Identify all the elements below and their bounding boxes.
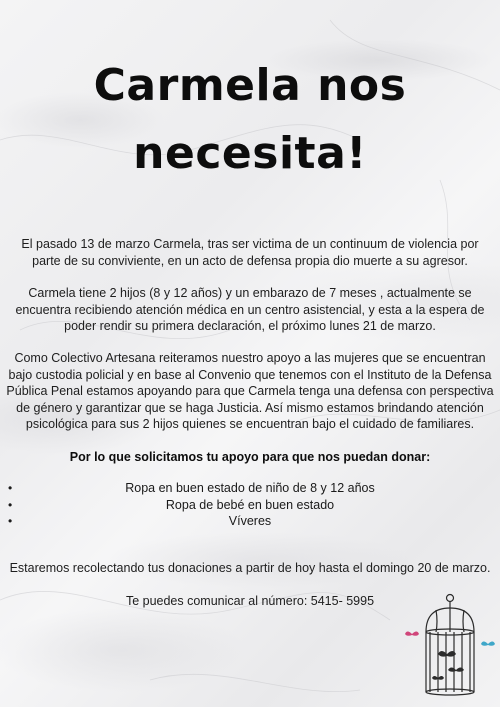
list-item: [0, 497, 500, 514]
list-item-label: Ropa en buen estado de niño de 8 y 12 años: [125, 481, 375, 495]
birdcage-with-butterflies-icon: [400, 592, 496, 704]
title-line-2: necesita!: [133, 128, 367, 179]
list-item-label: Ropa de bebé en buen estado: [165, 497, 335, 512]
bullet-icon: •: [8, 481, 13, 495]
donation-request-heading: Por lo que solicitamos tu apoyo para que nos puedan donar:: [69, 450, 431, 464]
paragraph-situation: Carmela tiene 2 hijos (8 y 12 años) y un embarazo de 7 meses , actualmente se encuentra recibiendo atención médica en un centro asistencial, y esta a la espera de poder rendir su primera declaración, el próximo lunes 21 de marzo.: [15, 286, 485, 333]
paragraph-incident: El pasado 13 de marzo Carmela, tras ser victima de un continuum de violencia por parte de su conviviente, en un acto de defensa propia dio muerte a su agresor.: [21, 237, 479, 268]
bullet-icon: •: [8, 514, 13, 528]
page-title: [0, 52, 500, 188]
list-item-label: Víveres: [228, 514, 272, 528]
butterfly-icon: [432, 651, 464, 680]
list-item: [0, 513, 500, 530]
bullet-icon: •: [8, 497, 13, 512]
contact-phone: Te puedes comunicar al número: 5415- 5995: [125, 594, 375, 608]
collection-dates: Estaremos recolectando tus donaciones a partir de hoy hasta el domingo 20 de marzo.: [9, 561, 491, 575]
donation-list: [0, 480, 500, 530]
title-line-1: Carmela nos: [93, 60, 407, 111]
paragraph-support: Como Colectivo Artesana reiteramos nuestro apoyo a las mujeres que se encuentran bajo custodia policial y en base al Convenio que tenemos con el Instituto de la Defensa Pública Penal estamos apoyando para que Carmela tenga una defensa con perspectiva de género y garantizar que se haga Justicia. Así mismo estamos brindando atención psicológica para sus 2 hijos quienes se encuentran bajo el cuidado de familiares.: [6, 351, 494, 431]
list-item: [0, 480, 500, 497]
